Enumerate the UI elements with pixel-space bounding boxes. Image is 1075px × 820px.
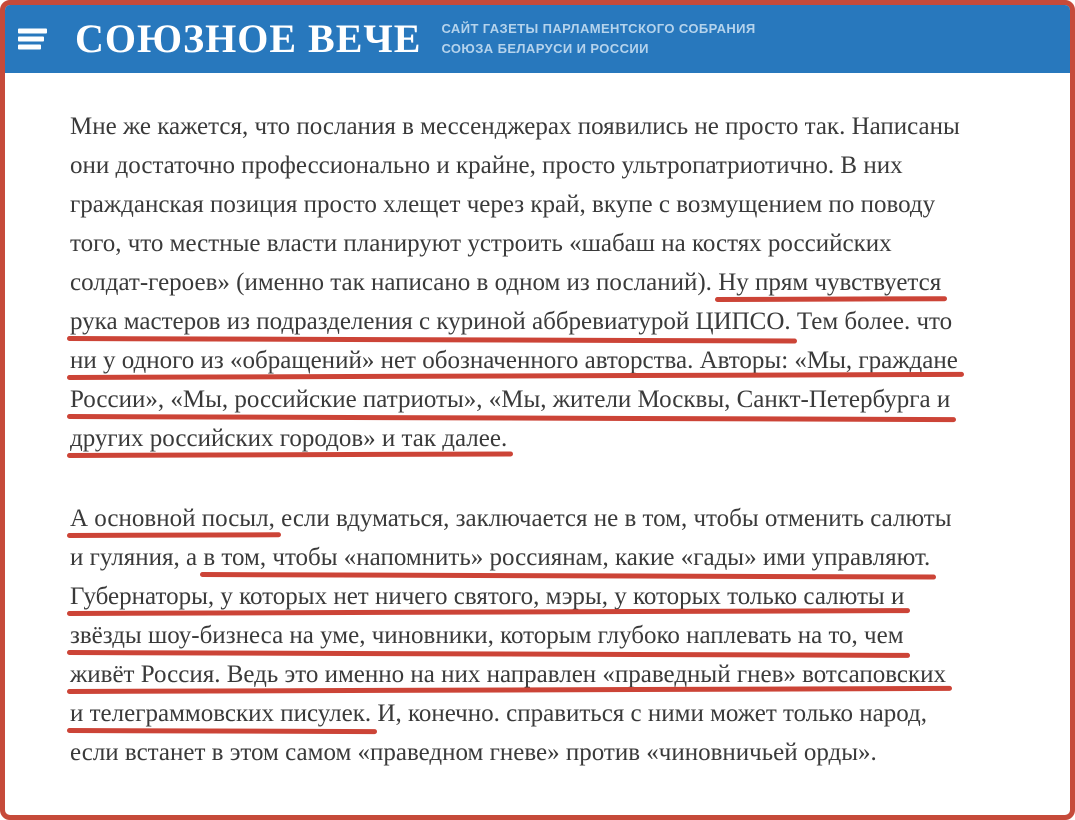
red-underlined-text: других российских городов» и так далее. [70,425,508,452]
red-underlined-text: России», «Мы, российские патриоты», «Мы, жители Москвы, Санкт-Петербурга и [70,386,951,413]
article-body [5,73,1070,772]
article-text [70,107,1050,772]
text-line [70,341,1050,380]
text-line [70,107,1050,146]
text-line [70,146,1050,185]
text-segment: они достаточно профессионально и крайне, просто ультропатриотично. В них [70,152,903,179]
red-underlined-text: живёт Россия. Ведь это именно на них направлен «праведный гнев» вотсаповских [70,661,946,688]
site-tagline [441,19,755,59]
text-segment: Тем более. что [790,308,953,335]
text-line [70,263,1050,302]
red-underlined-text: Губернаторы, у которых нет ничего святого, мэры, у которых только салюты и [70,583,905,610]
red-underlined-text: и телеграммовских писулек. [70,700,372,727]
red-underlined-text: в том, чтобы «напомнить» россиянам, какие «гады» ими управляют. [203,544,931,571]
hamburger-bar [18,45,41,50]
text-segment: и гуляния, а [70,544,204,571]
red-underlined-text: ни у одного из «обращений» нет обозначенного авторства. Авторы: «Мы, граждане [70,347,958,374]
tagline-line-1: САЙТ ГАЗЕТЫ ПАРЛАМЕНТСКОГО СОБРАНИЯ [441,20,756,36]
text-line [70,419,1050,458]
paragraph [70,499,1050,772]
text-line [70,655,1050,694]
site-header [5,5,1070,73]
hamburger-icon[interactable] [18,29,47,50]
red-underlined-text: звёзды шоу-бизнеса на уме, чиновники, которым глубоко наплевать на то, чем [70,622,904,649]
red-underlined-text: рука мастеров из подразделения с куриной аббревиатурой ЦИПСО. [70,308,791,335]
text-line [70,302,1050,341]
paragraph [70,107,1050,458]
text-line [70,577,1050,616]
text-segment: если вдуматься, заключается не в том, чтобы отменить салюты [274,505,952,532]
text-line [70,694,1050,733]
text-line [70,616,1050,655]
red-underlined-text: Ну прям чувствуется [718,269,942,296]
text-line [70,538,1050,577]
text-line [70,499,1050,538]
text-line [70,380,1050,419]
hamburger-bar [18,29,47,34]
text-segment: если встанет в этом самом «праведном гневе» против «чиновничьей орды». [70,739,877,766]
text-segment: солдат-героев» (именно так написано в одном из посланий). [70,269,719,296]
text-line [70,224,1050,263]
text-line [70,733,1050,772]
text-segment: Мне же кажется, что послания в мессенджерах появились не просто так. Написаны [70,113,960,140]
red-underlined-text: А основной посыл, [70,505,275,532]
tagline-line-2: СОЮЗА БЕЛАРУСИ И РОССИИ [441,41,649,56]
text-segment: И, конечно. справиться с ними может только народ, [371,700,928,727]
text-segment: гражданская позиция просто хлещет через край, вкупе с возмущением по поводу [70,191,936,218]
site-logo[interactable]: СОЮЗНОЕ ВЕЧЕ [75,16,422,61]
text-line [70,185,1050,224]
text-segment: того, что местные власти планируют устроить «шабаш на костях российских [70,230,892,257]
hamburger-bar [18,37,44,42]
